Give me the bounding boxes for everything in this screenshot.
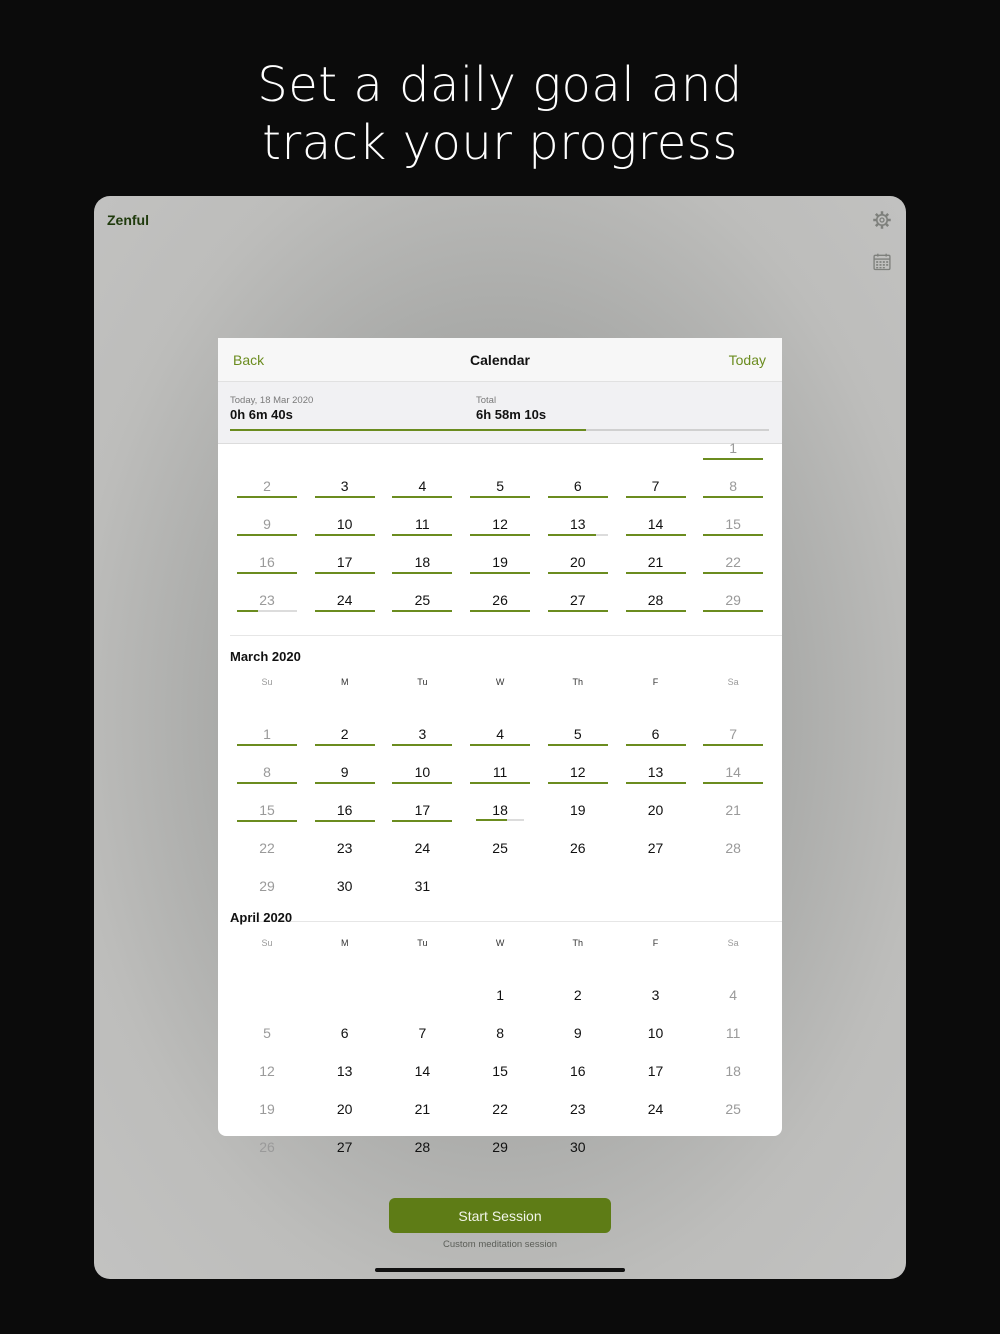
day-number: 23 — [570, 1101, 586, 1117]
goal-progress-fill — [230, 429, 586, 431]
goal-progress-bar — [237, 744, 297, 746]
calendar-day[interactable] — [461, 794, 539, 832]
calendar-day[interactable] — [694, 979, 772, 1017]
day-number: 17 — [336, 554, 353, 570]
day-number: 22 — [259, 840, 275, 856]
calendar-day[interactable] — [461, 584, 539, 622]
calendar-day[interactable] — [694, 1055, 772, 1093]
day-number: 6 — [340, 1025, 349, 1041]
calendar-modal — [218, 338, 782, 1155]
day-number: 10 — [414, 764, 431, 780]
calendar-day[interactable] — [539, 832, 617, 870]
day-number: 20 — [336, 1101, 353, 1117]
goal-progress-bar — [315, 744, 375, 746]
day-number: 8 — [263, 764, 271, 780]
goal-progress-bar — [548, 744, 608, 746]
calendar-day[interactable] — [228, 508, 306, 546]
day-number: 2 — [573, 987, 582, 1003]
today-duration: 0h 6m 40s — [230, 407, 293, 422]
goal-progress-bar — [548, 496, 608, 498]
calendar-day[interactable] — [617, 508, 695, 546]
start-session-button[interactable]: Start Session — [389, 1198, 611, 1233]
day-number: 8 — [729, 478, 738, 494]
day-number: 5 — [496, 478, 504, 494]
day-number: 1 — [729, 440, 738, 456]
day-number: 1 — [263, 726, 271, 742]
calendar-day[interactable] — [539, 718, 617, 756]
weekday-label: W — [495, 677, 505, 687]
goal-progress-bar — [548, 572, 608, 574]
day-number: 5 — [573, 726, 582, 742]
day-number: 21 — [647, 554, 664, 570]
calendar-day[interactable] — [694, 432, 772, 470]
calendar-day[interactable] — [461, 1093, 539, 1131]
day-number: 4 — [729, 987, 738, 1003]
goal-progress-bar — [470, 496, 530, 498]
day-number: 11 — [415, 516, 430, 532]
day-number: 27 — [570, 592, 586, 608]
day-number: 22 — [492, 1101, 508, 1117]
calendar-day[interactable] — [539, 1093, 617, 1131]
goal-progress-bar — [703, 610, 763, 612]
day-number: 3 — [418, 726, 427, 742]
day-number: 12 — [259, 1063, 275, 1079]
calendar-day[interactable] — [461, 1055, 539, 1093]
calendar-day[interactable] — [383, 1093, 461, 1131]
goal-progress-bar — [392, 820, 452, 822]
goal-progress-bar — [237, 820, 297, 822]
goal-progress-bar — [315, 496, 375, 498]
calendar-day[interactable] — [539, 979, 617, 1017]
day-number: 19 — [570, 802, 586, 818]
start-session-subtitle: Custom meditation session — [442, 1239, 558, 1250]
calendar-day[interactable] — [617, 832, 695, 870]
day-number: 12 — [492, 516, 508, 532]
day-number: 19 — [259, 1101, 275, 1117]
goal-progress-bar — [703, 782, 763, 784]
calendar-day[interactable] — [383, 508, 461, 546]
day-number: 18 — [725, 1063, 741, 1079]
weekday-label: M — [340, 938, 349, 948]
calendar-day[interactable] — [694, 1093, 772, 1131]
calendar-day[interactable] — [383, 832, 461, 870]
calendar-day[interactable] — [461, 832, 539, 870]
weekday-label: Th — [572, 938, 584, 948]
day-number: 18 — [492, 802, 508, 818]
day-number: 11 — [725, 1025, 741, 1041]
weekday-label: Tu — [417, 938, 428, 948]
weekday-label: F — [652, 677, 659, 687]
day-number: 13 — [570, 516, 586, 532]
calendar-day[interactable] — [694, 756, 772, 794]
calendar-day[interactable] — [539, 756, 617, 794]
day-number: 26 — [570, 840, 586, 856]
calendar-day[interactable] — [228, 756, 306, 794]
goal-progress-bar — [237, 534, 297, 536]
weekday-label: Sa — [727, 938, 739, 948]
calendar-day[interactable] — [694, 584, 772, 622]
day-number: 2 — [263, 478, 271, 494]
total-label: Total — [476, 395, 497, 406]
calendar-day[interactable] — [461, 1017, 539, 1055]
day-number: 22 — [725, 554, 741, 570]
goal-progress-bar — [470, 572, 530, 574]
calendar-day[interactable] — [694, 470, 772, 508]
calendar-day[interactable] — [306, 832, 384, 870]
calendar-scroll-view[interactable] — [218, 440, 782, 1155]
today-date-label: Today, 18 Mar 2020 — [230, 395, 314, 406]
calendar-day[interactable] — [383, 546, 461, 584]
day-number: 12 — [570, 764, 586, 780]
calendar-day[interactable] — [617, 470, 695, 508]
goal-progress-bar — [392, 572, 452, 574]
calendar-day[interactable] — [228, 470, 306, 508]
calendar-day[interactable] — [306, 870, 384, 908]
day-number: 16 — [259, 554, 275, 570]
calendar-day[interactable] — [694, 832, 772, 870]
day-number: 17 — [414, 802, 431, 818]
day-number: 25 — [725, 1101, 741, 1117]
day-number: 17 — [647, 1063, 664, 1079]
goal-progress-bar — [470, 534, 530, 536]
today-button[interactable]: Today — [728, 352, 766, 368]
calendar-day[interactable] — [383, 584, 461, 622]
calendar-day[interactable] — [539, 508, 617, 546]
day-number: 30 — [336, 878, 353, 894]
day-number: 11 — [492, 764, 508, 780]
goal-progress-bar — [392, 782, 452, 784]
calendar-day[interactable] — [306, 756, 384, 794]
day-number: 10 — [647, 1025, 664, 1041]
home-indicator[interactable] — [375, 1268, 625, 1272]
day-number: 21 — [725, 802, 741, 818]
goal-progress-bar — [548, 534, 608, 536]
day-number: 13 — [647, 764, 664, 780]
calendar-day[interactable] — [617, 1055, 695, 1093]
goal-progress-bar — [237, 782, 297, 784]
calendar-day[interactable] — [539, 1055, 617, 1093]
goal-progress-bar — [703, 744, 763, 746]
calendar-icon[interactable] — [872, 252, 892, 272]
goal-progress-bar — [315, 820, 375, 822]
day-number: 30 — [570, 1139, 586, 1155]
goal-progress-bar — [470, 782, 530, 784]
day-number: 3 — [340, 478, 349, 494]
calendar-day[interactable] — [383, 870, 461, 908]
day-number: 19 — [492, 554, 508, 570]
calendar-day[interactable] — [228, 1055, 306, 1093]
day-number: 29 — [259, 878, 275, 894]
calendar-day[interactable] — [306, 1055, 384, 1093]
day-number: 9 — [573, 1025, 582, 1041]
day-number: 29 — [725, 592, 741, 608]
calendar-day[interactable] — [228, 718, 306, 756]
calendar-day[interactable] — [694, 546, 772, 584]
calendar-day[interactable] — [306, 794, 384, 832]
calendar-day[interactable] — [306, 718, 384, 756]
day-number: 4 — [418, 478, 427, 494]
calendar-day[interactable] — [617, 1093, 695, 1131]
calendar-day[interactable] — [617, 584, 695, 622]
weekday-label: Tu — [417, 677, 428, 687]
goal-progress-bar — [703, 458, 763, 460]
calendar-day[interactable] — [461, 1131, 539, 1169]
calendar-day[interactable] — [228, 794, 306, 832]
calendar-day[interactable] — [617, 979, 695, 1017]
day-number: 15 — [492, 1063, 508, 1079]
day-number: 28 — [725, 840, 741, 856]
day-number: 27 — [647, 840, 664, 856]
calendar-day[interactable] — [383, 1055, 461, 1093]
day-number: 28 — [414, 1139, 431, 1155]
day-number: 3 — [651, 987, 660, 1003]
goal-progress-bar — [392, 534, 452, 536]
total-duration: 6h 58m 10s — [476, 407, 547, 422]
day-number: 10 — [336, 516, 353, 532]
day-number: 23 — [336, 840, 353, 856]
back-button[interactable]: Back — [233, 352, 265, 368]
goal-progress-bar — [315, 610, 375, 612]
day-number: 15 — [725, 516, 741, 532]
calendar-day[interactable] — [383, 794, 461, 832]
calendar-day[interactable] — [694, 718, 772, 756]
goal-progress-bar — [470, 610, 530, 612]
month-title: April 2020 — [230, 910, 293, 925]
calendar-day[interactable] — [461, 756, 539, 794]
goal-progress-bar — [237, 496, 297, 498]
day-number: 4 — [496, 726, 504, 742]
calendar-day[interactable] — [306, 1131, 384, 1169]
day-number: 7 — [418, 1025, 427, 1041]
day-number: 1 — [496, 987, 504, 1003]
goal-progress-bar — [470, 744, 530, 746]
goal-progress-bar — [237, 610, 297, 612]
calendar-day[interactable] — [461, 718, 539, 756]
calendar-day[interactable] — [461, 470, 539, 508]
day-number: 20 — [570, 554, 586, 570]
calendar-day[interactable] — [617, 718, 695, 756]
goal-progress-bar — [626, 782, 686, 784]
month-divider — [230, 635, 782, 636]
month-title: March 2020 — [230, 649, 301, 664]
weekday-label: Sa — [727, 677, 739, 687]
headline-line-2: track your progress — [262, 115, 738, 171]
goal-progress-bar — [626, 744, 686, 746]
weekday-label: M — [340, 677, 349, 687]
day-number: 29 — [492, 1139, 508, 1155]
day-number: 14 — [414, 1063, 431, 1079]
goal-progress-bar — [703, 496, 763, 498]
day-number: 13 — [336, 1063, 353, 1079]
day-number: 26 — [259, 1139, 275, 1155]
goal-progress-bar — [476, 819, 524, 821]
calendar-day[interactable] — [306, 584, 384, 622]
goal-progress-bar — [392, 496, 452, 498]
calendar-day[interactable] — [694, 1017, 772, 1055]
calendar-day[interactable] — [461, 546, 539, 584]
weekday-label: F — [652, 938, 659, 948]
goal-progress-bar — [392, 744, 452, 746]
calendar-day[interactable] — [539, 584, 617, 622]
calendar-day[interactable] — [306, 1017, 384, 1055]
calendar-day[interactable] — [383, 470, 461, 508]
weekday-label: Su — [261, 677, 273, 687]
day-number: 20 — [647, 802, 664, 818]
calendar-day[interactable] — [539, 470, 617, 508]
calendar-day[interactable] — [306, 508, 384, 546]
goal-progress-bar — [548, 610, 608, 612]
calendar-day[interactable] — [383, 1017, 461, 1055]
calendar-day[interactable] — [461, 979, 539, 1017]
goal-progress-bar — [703, 572, 763, 574]
calendar-day[interactable] — [228, 1131, 306, 1169]
calendar-day[interactable] — [228, 832, 306, 870]
calendar-day[interactable] — [539, 1017, 617, 1055]
day-number: 2 — [340, 726, 349, 742]
month-divider — [230, 921, 782, 922]
goal-progress-bar — [626, 496, 686, 498]
calendar-day[interactable] — [306, 470, 384, 508]
goal-progress-bar — [703, 534, 763, 536]
calendar-day[interactable] — [539, 546, 617, 584]
goal-progress-bar — [626, 610, 686, 612]
day-number: 14 — [725, 764, 741, 780]
calendar-day[interactable] — [461, 508, 539, 546]
day-number: 25 — [414, 592, 431, 608]
day-number: 18 — [414, 554, 431, 570]
day-number: 5 — [263, 1025, 271, 1041]
day-number: 6 — [573, 478, 582, 494]
goal-progress-bar — [626, 572, 686, 574]
calendar-day[interactable] — [228, 1093, 306, 1131]
modal-header — [218, 338, 782, 382]
calendar-day[interactable] — [617, 1017, 695, 1055]
day-number: 23 — [259, 592, 275, 608]
goal-progress-bar — [392, 610, 452, 612]
calendar-day[interactable] — [306, 546, 384, 584]
calendar-day[interactable] — [306, 1093, 384, 1131]
gear-icon[interactable] — [872, 210, 892, 230]
calendar-day[interactable] — [228, 546, 306, 584]
modal-title: Calendar — [470, 352, 530, 368]
day-number: 15 — [259, 802, 275, 818]
day-number: 26 — [492, 592, 508, 608]
app-name: Zenful — [107, 212, 149, 228]
headline — [0, 56, 1000, 172]
calendar-day[interactable] — [383, 718, 461, 756]
day-number: 25 — [492, 840, 508, 856]
weekday-label: Th — [572, 677, 584, 687]
calendar-day[interactable] — [694, 508, 772, 546]
day-number: 21 — [414, 1101, 431, 1117]
day-number: 28 — [647, 592, 664, 608]
day-number: 16 — [570, 1063, 586, 1079]
calendar-day[interactable] — [228, 870, 306, 908]
weekday-label: W — [495, 938, 505, 948]
calendar-day[interactable] — [617, 794, 695, 832]
day-number: 16 — [336, 802, 353, 818]
day-number: 27 — [336, 1139, 353, 1155]
day-number: 8 — [496, 1025, 504, 1041]
calendar-day[interactable] — [383, 756, 461, 794]
calendar-day[interactable] — [617, 546, 695, 584]
day-number: 31 — [414, 878, 431, 894]
weekday-label: Su — [261, 938, 273, 948]
calendar-day[interactable] — [617, 756, 695, 794]
headline-line-1: Set a daily goal and — [257, 57, 743, 113]
goal-progress-bar — [548, 782, 608, 784]
day-number: 24 — [647, 1101, 664, 1117]
calendar-day[interactable] — [228, 1017, 306, 1055]
calendar-day[interactable] — [539, 1131, 617, 1169]
calendar-day[interactable] — [539, 794, 617, 832]
day-number: 6 — [651, 726, 660, 742]
goal-progress-bar — [315, 782, 375, 784]
goal-progress-bar — [315, 534, 375, 536]
day-number: 14 — [647, 516, 664, 532]
day-number: 7 — [651, 478, 660, 494]
calendar-day[interactable] — [383, 1131, 461, 1169]
goal-progress-bar — [626, 534, 686, 536]
day-number: 9 — [263, 516, 271, 532]
calendar-day[interactable] — [694, 794, 772, 832]
day-number: 7 — [729, 726, 738, 742]
day-number: 24 — [336, 592, 353, 608]
goal-progress-bar — [315, 572, 375, 574]
goal-progress-track — [230, 429, 769, 431]
calendar-day[interactable] — [228, 584, 306, 622]
day-number: 9 — [340, 764, 349, 780]
goal-progress-bar — [237, 572, 297, 574]
day-number: 24 — [414, 840, 431, 856]
